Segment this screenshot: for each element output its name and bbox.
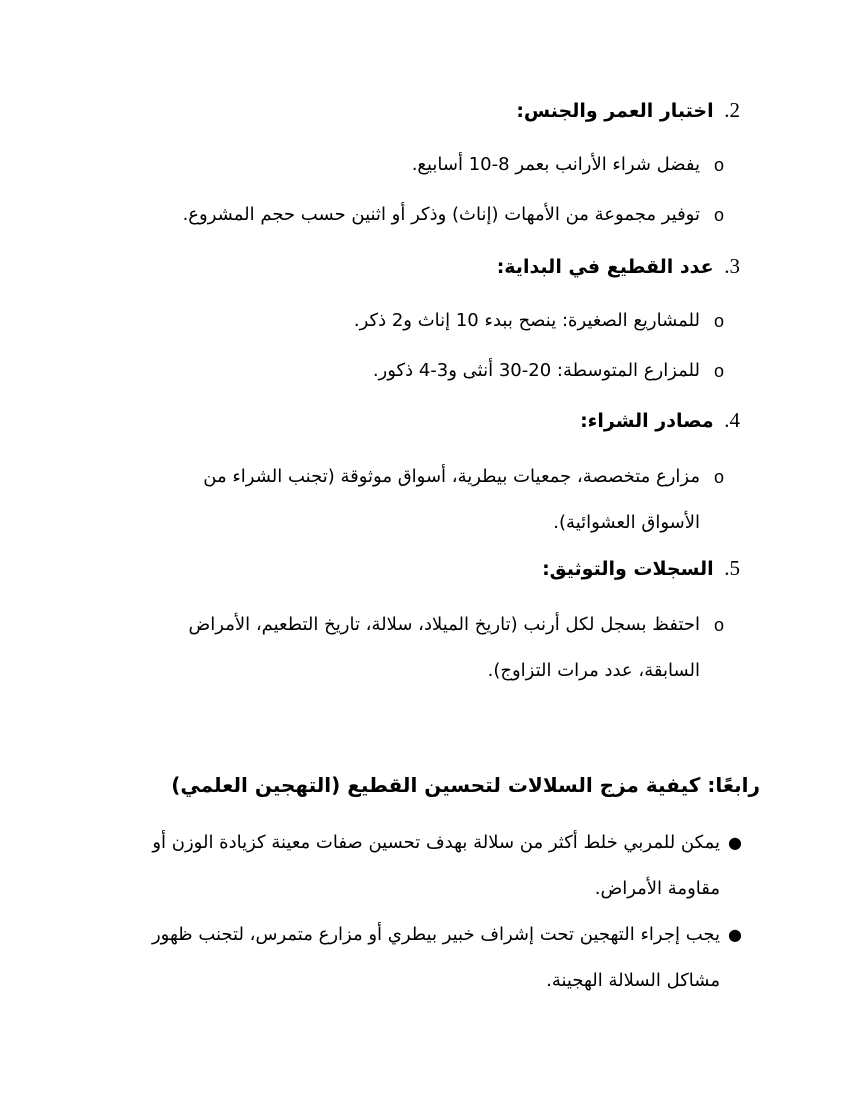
section-title: مصادر الشراء: (580, 410, 714, 432)
section-number: 3. (724, 254, 740, 278)
section-heading-5 (542, 554, 740, 583)
list-item-text: يجب إجراء التهجين تحت إشراف خبير بيطري أو مزارع متمرس، لتجنب ظهور مشاكل السلالة الهجينة. (151, 924, 720, 991)
circle-bullet-icon: o (713, 361, 724, 381)
section-heading-2 (516, 96, 740, 125)
circle-bullet-icon: o (713, 311, 724, 331)
bullet-icon: ● (728, 925, 742, 944)
circle-bullet-icon: o (713, 615, 724, 635)
list-item-text: يمكن للمربي خلط أكثر من سلالة بهدف تحسين صفات معينة كزيادة الوزن أو مقاومة الأمراض. (152, 832, 720, 899)
list-item (100, 912, 742, 1004)
section-title: عدد القطيع في البداية: (496, 256, 714, 278)
list-item (140, 192, 724, 238)
list-item (140, 454, 724, 546)
circle-bullet-icon: o (713, 155, 724, 175)
section-heading-4 (580, 406, 740, 435)
section-number: 4. (724, 408, 740, 432)
section-heading-3 (497, 252, 740, 281)
list-item-text: احتفظ بسجل لكل أرنب (تاريخ الميلاد، سلالة، تاريخ التطعيم، الأمراض السابقة، عدد مرات التزاوج). (188, 614, 700, 681)
list-item-text: للمشاريع الصغيرة: ينصح ببدء 10 إناث و2 ذكر. (353, 310, 700, 331)
list-item (140, 348, 724, 394)
list-item (140, 298, 724, 344)
section-number: 5. (724, 556, 740, 580)
list-item (140, 142, 724, 188)
bullet-icon: ● (728, 833, 742, 852)
list-item (140, 602, 724, 694)
main-section-title: رابعًا: كيفية مزج السلالات لتحسين القطيع (التهجين العلمي) (171, 773, 760, 797)
list-item-text: للمزارع المتوسطة: 20-30 أنثى و3-4 ذكور. (372, 360, 700, 381)
section-title: اختبار العمر والجنس: (516, 100, 714, 122)
section-title: السجلات والتوثيق: (542, 558, 714, 580)
list-item-text: توفير مجموعة من الأمهات (إناث) وذكر أو اثنين حسب حجم المشروع. (182, 204, 700, 225)
list-item-text: مزارع متخصصة، جمعيات بيطرية، أسواق موثوقة (تجنب الشراء من الأسواق العشوائية). (203, 466, 700, 533)
list-item (100, 820, 742, 912)
section-number: 2. (724, 98, 740, 122)
list-item-text: يفضل شراء الأرانب بعمر 8-10 أسابيع. (411, 154, 700, 175)
circle-bullet-icon: o (713, 205, 724, 225)
circle-bullet-icon: o (713, 467, 724, 487)
